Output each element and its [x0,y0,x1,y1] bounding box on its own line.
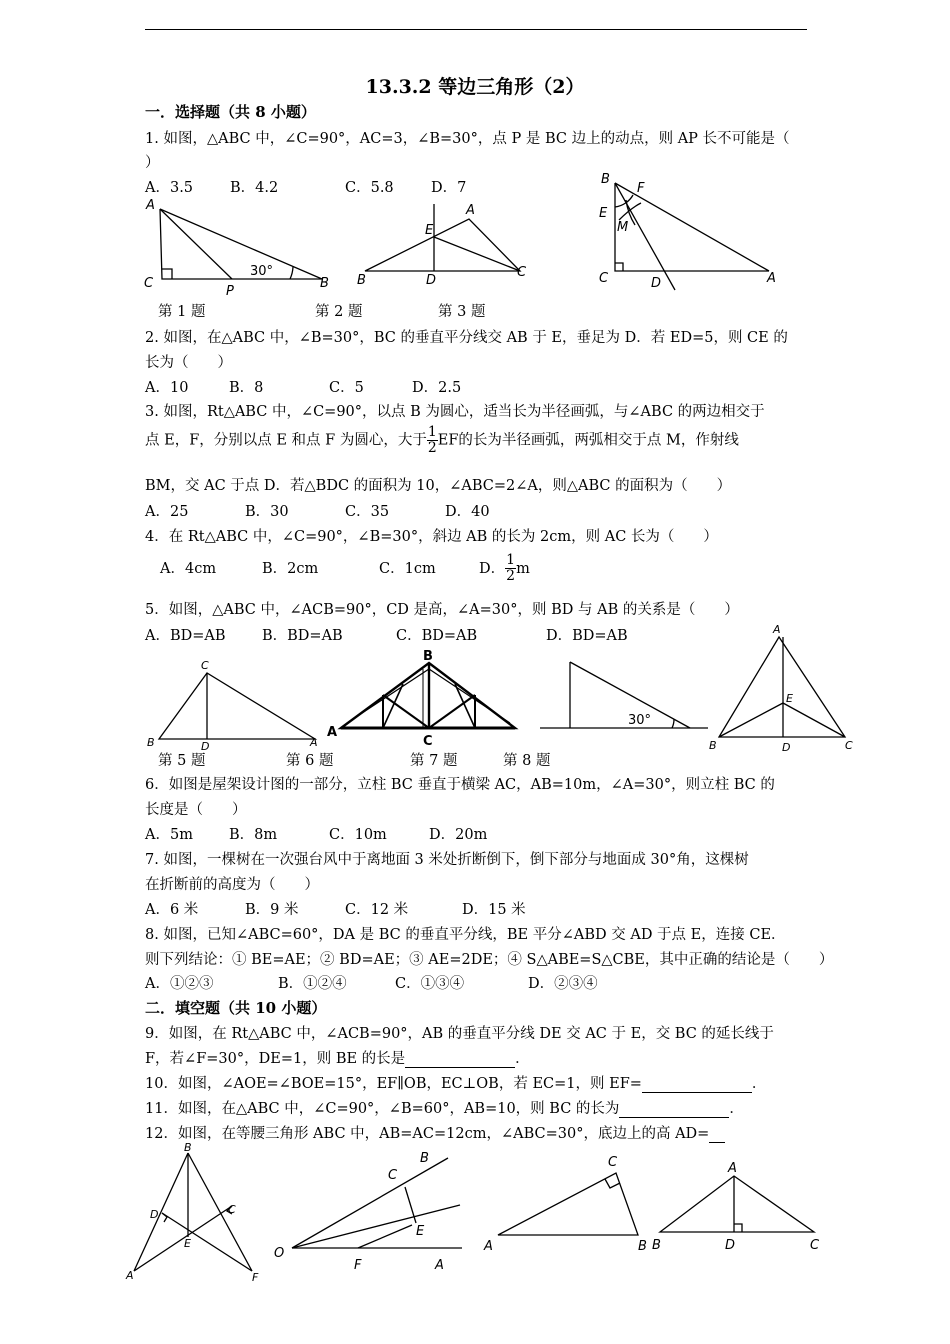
q12-text: 12．如图，在等腰三角形 ABC 中，AB=AC=12cm，∠ABC=30°，底边上的高 AD= [145,1126,710,1142]
fig1-label-b: B [320,276,329,291]
q8-option-b: B．①②④ [278,976,347,992]
q3-options [145,500,490,521]
q12-answer-blank[interactable] [709,1126,725,1143]
fig1-label-c: C [144,276,154,291]
q3-line2-start: 点 E，F，分别以点 E 和点 F 为圆心，大于 [145,432,427,449]
q2-option-d: D．2.5 [412,380,462,396]
q7-line1: 7. 如图，一棵树在一次强台风中于离地面 3 米处折断倒下，倒下部分与地面成 30°角，这棵树 [145,852,749,868]
q12-line [145,1122,725,1143]
q4-line1: 4．在 Rt△ABC 中，∠C=90°，∠B=30°，斜边 AB 的长为 2cm，则 AC 长为（ ） [145,529,718,545]
q9-answer-blank[interactable] [405,1051,515,1068]
q8-line1: 8. 如图，已知∠ABC=60°，DA 是 BC 的垂直平分线，BE 平分∠ABD 交 AD 于点 E，连接 CE． [145,927,786,943]
q1-option-c: C．5.8 [345,180,394,196]
q1-option-b: B．4.2 [230,180,279,196]
fig10-label-c: C [388,1168,398,1183]
q4-frac-den: 2 [506,568,516,584]
fig9-label-b: B [184,1141,192,1154]
figure-q12 [650,1162,830,1252]
fig2-label-a: A [466,203,475,218]
q4-option-c: C．1cm [379,560,436,577]
q10-text: 10．如图，∠AOE=∠BOE=15°，EF∥OB，EC⊥OB，若 EC=1，则 EF= [145,1076,642,1092]
fig8-label-a: A [773,623,781,636]
fig3-label-a: A [767,271,776,286]
q3-frac-den: 2 [427,440,437,456]
section-fill-heading: 二．填空题（共 10 小题） [145,999,327,1017]
q10-end: ． [751,1076,767,1092]
figure-q2 [355,200,535,290]
q5-option-c: C．BD=AB [396,628,478,644]
q9-line1: 9．如图，在 Rt△ABC 中，∠ACB=90°，AB 的垂直平分线 DE 交 AC 于 E，交 BC 的延长线于 [145,1026,774,1042]
fig11-label-b: B [638,1239,647,1254]
caption-q2: 第 2 题 [315,304,363,320]
q6-option-d: D．20m [429,827,488,843]
page-title: 13.3.2 等边三角形（2） [365,76,585,98]
figure-q8 [705,623,865,753]
q9-line2-text: F，若∠F=30°，DE=1，则 BE 的长是 [145,1051,406,1067]
fig2-label-b: B [357,273,366,288]
q7-option-c: C．12 米 [345,902,409,918]
fig9-label-f: F [252,1271,259,1284]
q8-line2: 则下列结论：① BE=AE；② BD=AE；③ AE=2DE；④ S△ABE=S△CBE，其中正确的结论是（ ） [145,952,834,968]
q4-options [160,553,530,584]
fig3-label-e: E [599,206,608,221]
q8-option-d: D．②③④ [528,976,598,992]
fig3-label-f: F [637,181,645,196]
q3-line2-end: EF的长为半径画弧，两弧相交于点 M，作射线 [437,432,739,449]
q9-end: ． [515,1051,530,1067]
q1-options [145,176,466,197]
q11-line [145,1097,744,1118]
q11-end: ． [729,1101,744,1117]
fig12-label-d: D [725,1238,736,1253]
fig5-label-a: A [310,736,318,749]
q6-option-b: B．8m [229,827,278,843]
q4-d-fraction [505,553,516,584]
q1-line1: 1. 如图，△ABC 中，∠C=90°，AC=3，∠B=30°，点 P 是 BC 边上的动点，则 AP 长不可能是（ [145,131,790,147]
q4-option-b: B．2cm [262,560,319,577]
fig2-label-c: C [517,265,527,280]
q4-frac-num: 1 [506,552,516,568]
caption-q1: 第 1 题 [158,304,206,320]
q11-answer-blank[interactable] [619,1101,729,1118]
fig9-label-e: E [184,1237,191,1250]
fig9-label-a: A [126,1269,134,1282]
fig5-label-b: B [147,736,155,749]
caption-q7: 第 7 题 [410,753,458,769]
caption-q3: 第 3 题 [438,304,486,320]
q6-line1: 6．如图是屋架设计图的一部分，立柱 BC 垂直于横梁 AC，AB=10m，∠A=30°，则立柱 BC 的 [145,777,775,793]
q6-options [145,823,487,844]
figure-q7 [540,655,710,740]
figure-q1 [140,195,340,300]
q8-options [145,972,598,993]
q3-option-d: D．40 [445,504,490,520]
fig6-label-b: B [423,649,433,664]
section-choice-heading: 一．选择题（共 8 小题） [145,103,316,121]
q8-option-c: C．①③④ [395,976,465,992]
q3-line3: BM，交 AC 于点 D．若△BDC 的面积为 10，∠ABC=2∠A，则△ABC 的面积为（ ） [145,478,732,494]
fig3-label-c: C [599,271,609,286]
fig12-label-b: B [652,1238,661,1253]
q3-line1: 3. 如图，Rt△ABC 中，∠C=90°，以点 B 为圆心，适当长为半径画弧，与∠ABC 的两边相交于 [145,404,765,420]
q3-fraction [427,425,438,456]
fig6-label-c: C [423,734,433,749]
fig1-label-a: A [146,198,155,213]
q1-option-a: A．3.5 [145,180,194,196]
q3-option-c: C．35 [345,504,390,520]
fig11-label-c: C [608,1155,618,1170]
fig3-label-m: M [617,220,629,235]
figure-q6 [325,648,525,748]
q3-line2 [145,425,739,456]
fig10-label-a: A [435,1258,444,1273]
q4-d-unit: m [516,560,530,577]
fig10-label-b: B [420,1151,429,1166]
figure-q5 [145,655,325,753]
q4-option-a: A．4cm [160,560,217,577]
fig12-label-c: C [810,1238,820,1253]
fig3-label-d: D [651,276,662,291]
q7-line2: 在折断前的高度为（ ） [145,877,319,893]
fig10-label-f: F [354,1258,362,1273]
fig1-label-p: P [226,284,234,299]
caption-q5: 第 5 题 [158,753,206,769]
fig1-angle: 30° [250,264,274,279]
fig9-label-c: C [228,1203,236,1216]
fig12-label-a: A [728,1161,737,1176]
fig8-label-c: C [845,739,853,752]
q6-line2: 长度是（ ） [145,802,247,818]
q5-option-d: D．BD=AB [546,628,628,644]
q5-options [145,624,628,645]
q5-line1: 5．如图，△ABC 中，∠ACB=90°，CD 是高，∠A=30°，则 BD 与 AB 的关系是（ ） [145,602,739,618]
q2-option-b: B．8 [229,380,264,396]
caption-q6: 第 6 题 [286,753,334,769]
fig11-label-a: A [484,1239,493,1254]
header-rule [145,29,807,30]
q7-option-a: A．6 米 [145,902,199,918]
fig9-label-d: D [150,1208,159,1221]
figure-q3 [595,170,795,295]
q2-line2: 长为（ ） [145,355,232,371]
q6-option-a: A．5m [145,827,193,843]
fig10-label-e: E [416,1224,425,1239]
fig8-label-d: D [782,741,791,754]
q2-option-a: A．10 [145,380,189,396]
caption-q8: 第 8 题 [503,753,551,769]
q10-answer-blank[interactable] [642,1076,752,1093]
fig8-label-b: B [709,739,717,752]
fig3-label-b: B [601,172,610,187]
q2-line1: 2. 如图，在△ABC 中，∠B=30°，BC 的垂直平分线交 AB 于 E，垂足为 D．若 ED=5，则 CE 的 [145,330,788,346]
q8-option-a: A．①②③ [145,976,214,992]
fig5-label-c: C [201,659,209,672]
q9-line2 [145,1047,530,1068]
q11-text: 11．如图，在△ABC 中，∠C=90°，∠B=60°，AB=10，则 BC 的长为 [145,1101,620,1117]
fig5-label-d: D [201,740,210,753]
q10-line [145,1072,766,1093]
q2-options [145,376,461,397]
figure-q10 [270,1145,465,1275]
q1-option-d: D．7 [431,180,467,196]
q3-option-a: A．25 [145,504,189,520]
q7-option-d: D．15 米 [462,902,526,918]
q7-option-b: B．9 米 [245,902,299,918]
fig10-label-o: O [274,1246,285,1261]
figure-q9 [122,1143,272,1313]
fig6-label-a: A [327,725,338,740]
fig2-label-d: D [426,273,437,288]
q3-option-b: B．30 [245,504,289,520]
q5-option-a: A．BD=AB [145,628,226,644]
fig7-angle: 30° [628,713,652,728]
q4-option-d: D． [479,560,506,577]
q6-option-c: C．10m [329,827,387,843]
fig2-label-e: E [425,223,434,238]
q3-frac-num: 1 [427,424,437,440]
q5-option-b: B．BD=AB [262,628,343,644]
fig8-label-e: E [786,692,793,705]
q7-options [145,898,526,919]
q1-line2: ） [145,155,160,171]
q2-option-c: C．5 [329,380,364,396]
